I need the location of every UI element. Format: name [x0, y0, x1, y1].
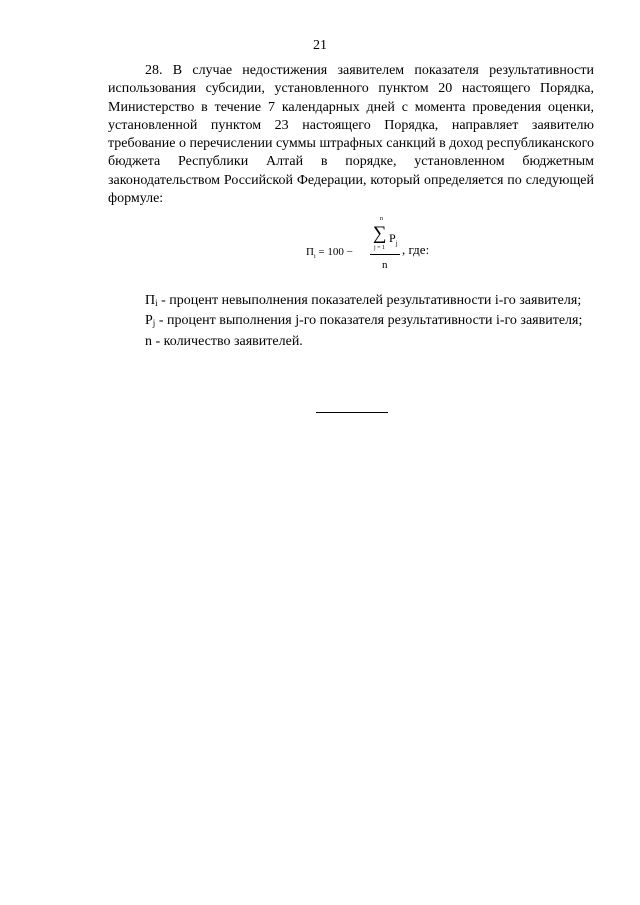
definition-pj	[108, 312, 594, 332]
formula-tail: , где:	[402, 242, 430, 257]
definition-subscript: j	[152, 318, 156, 329]
formula-lhs-subscript: i	[313, 254, 316, 261]
main-paragraph-block	[108, 62, 594, 208]
definitions-block	[108, 292, 594, 351]
definition-symbol: n	[145, 333, 152, 349]
paragraph-28: 28. В случае недостижения заявителем показателя результативности использования субсидии, установленного пунктом 20 настоящего Порядка, Министерство в течение 7 календарных дней с момента проведения оценки, установленной пунктом 23 настоящего Порядка, направляет заявителю требование о перечислении суммы штрафных санкций в доход республиканского бюджета Республики Алтай в порядке, установленном бюджетным законодательством Российской Федерации, который определяется по следующей формуле:	[108, 63, 594, 207]
sum-lower-limit: j = 1	[374, 245, 386, 251]
sum-symbol: ∑	[373, 223, 387, 244]
definition-text: - процент невыполнения показателей результативности i-го заявителя;	[157, 293, 582, 308]
definition-subscript: i	[155, 298, 158, 308]
fraction-bar	[370, 254, 400, 255]
formula-denominator: n	[382, 259, 388, 271]
end-separator-line	[316, 412, 388, 413]
definition-text: - процент выполнения j-го показателя результативности i-го заявителя;	[155, 313, 583, 329]
definition-text: - количество заявителей.	[152, 333, 303, 349]
page-number: 21	[313, 38, 327, 53]
penalty-formula	[306, 218, 476, 276]
formula-lhs-symbol: П	[306, 246, 314, 258]
numerator-var: P	[389, 231, 396, 245]
definition-pi	[108, 292, 594, 312]
numerator-subscript: j	[395, 239, 398, 248]
definition-n	[108, 333, 594, 351]
formula-lhs	[306, 246, 353, 260]
definition-symbol: П	[145, 293, 156, 308]
formula-equals-text: = 100 −	[315, 246, 353, 258]
definition-symbol: P	[145, 313, 153, 329]
formula-numerator	[389, 231, 398, 247]
sum-upper-limit: n	[380, 216, 383, 222]
